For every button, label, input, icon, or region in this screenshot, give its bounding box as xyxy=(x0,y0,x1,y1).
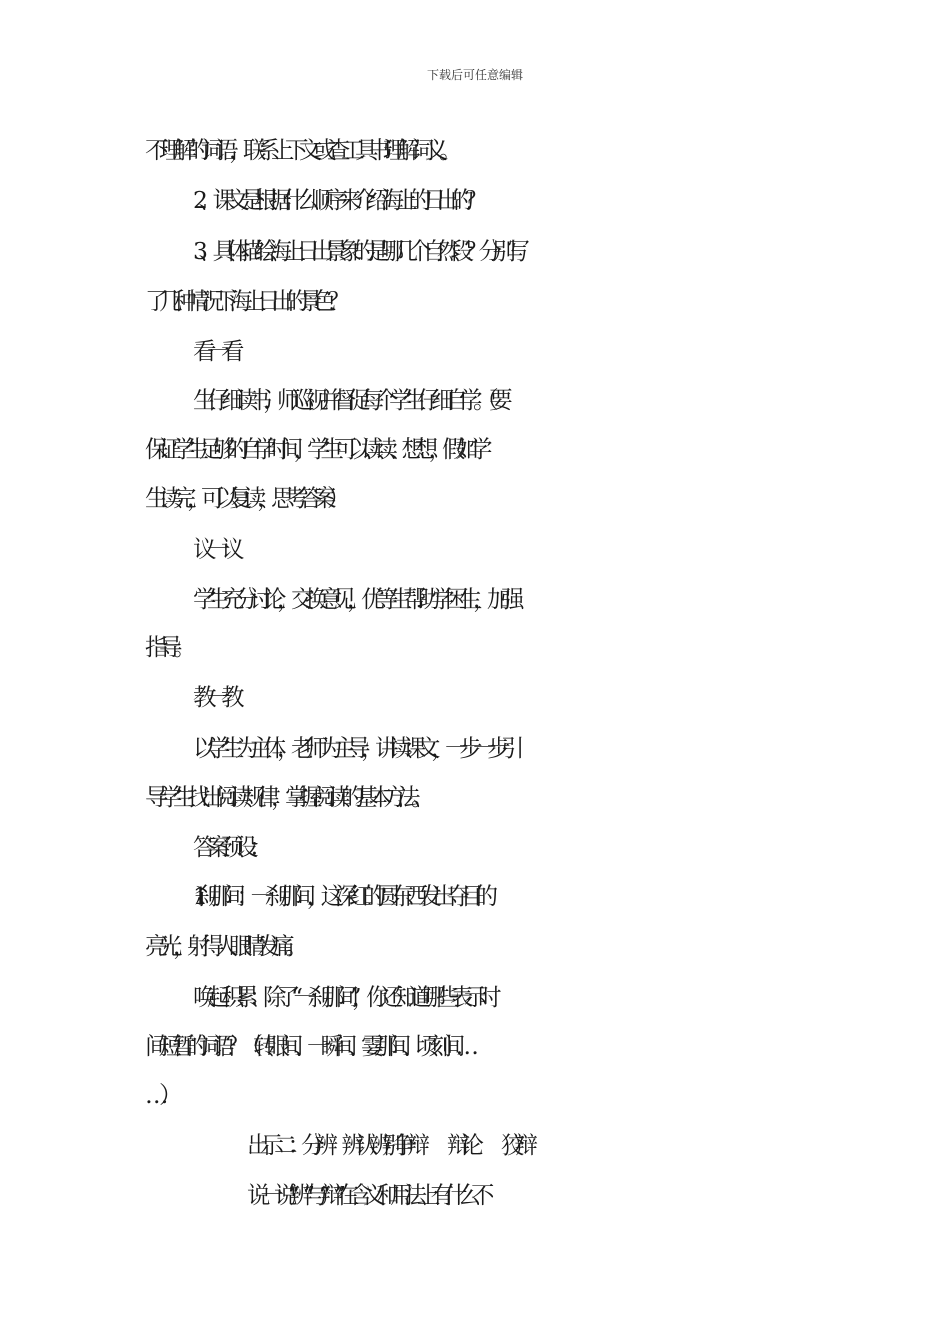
text-line: 答案预设： xyxy=(193,833,263,861)
text-line: …） xyxy=(145,1081,173,1109)
text-line: 不理解的词语，联系上下文或查工具书理解词义。 xyxy=(145,136,453,164)
text-line: 唤起积累：除了“一刹那间”，你还知道哪些表示时 xyxy=(193,983,493,1011)
text-line: 导学生找出阅读规律，掌握阅读的基本方法。 xyxy=(145,783,425,811)
text-line: 看一看 xyxy=(193,337,235,365)
text-line: 议一议 xyxy=(193,535,235,563)
text-line: 2、课文是根据什么顺序来介绍海上的日出的？ xyxy=(193,186,479,214)
text-line: 以学生为主体，老师为主导，讲读课文，一步一步引 xyxy=(193,734,515,762)
text-line: 说一说“辨”与“辩”在含义和用法上有什么不 xyxy=(247,1181,485,1209)
text-line: 1. 刹那间： 一刹那间，这深红的圆东西发出夺目的 xyxy=(193,882,489,910)
text-line: 指导。 xyxy=(145,633,187,661)
text-line: 亮光，射得人眼睛发痛。 xyxy=(145,932,299,960)
text-line: 3、具体描绘海上日出景象的是哪几个自然段？分别写 xyxy=(193,237,521,265)
text-line: 生仔细读书，师巡视并督促每个学生仔细自学。（要 xyxy=(193,386,504,414)
text-line: 出示二：分辨 辨认辨别 争辩 辩论 狡辩 xyxy=(247,1131,528,1159)
text-line: 间短暂的词语？（转眼间、一瞬间、霎那间、顷刻间… xyxy=(145,1032,469,1060)
text-line: 保证学生足够的自学时间，学生可以读读、想想，假如学 xyxy=(145,435,483,463)
text-line: 教一教 xyxy=(193,683,235,711)
text-line: 生读完，可以复读，思考答案） xyxy=(145,484,341,512)
page-header: 下载后可任意编辑 xyxy=(426,68,523,82)
text-line: 学生充分讨论，交换意见，优等生帮助学困生，加强 xyxy=(193,585,515,613)
text-line: 了几种情况下海上日出的景色？ xyxy=(145,287,341,315)
